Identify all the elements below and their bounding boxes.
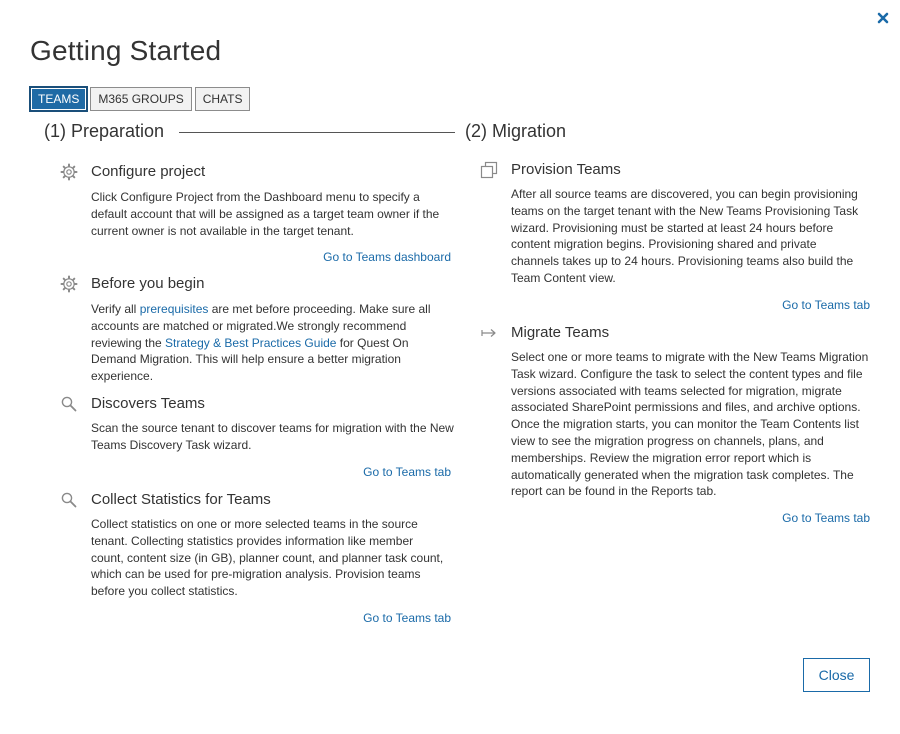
item-description: Click Configure Project from the Dashboard menu to specify a default account that will be assigned as a target team owner if the current owner is not available in the target tenant. xyxy=(91,190,440,238)
item-description: Collect statistics on one or more selected teams in the source tenant. Collecting statistics provides information like member count, content size (in GB), planner count, and planner task count, which can be used for pre-migration analysis. Provision teams before you collect statistics. xyxy=(91,517,444,599)
prerequisites-link[interactable]: prerequisites xyxy=(139,302,209,316)
item-title: Configure project xyxy=(91,163,206,180)
prep-item-before-you-begin xyxy=(60,275,455,387)
migration-item-provision-teams xyxy=(480,161,870,316)
section-divider xyxy=(179,132,455,133)
go-to-teams-tab-link[interactable]: Go to Teams tab xyxy=(782,511,870,525)
desc-text: are met before proceeding. Make sure all accounts are matched or migrated.We strongly recommend reviewing the xyxy=(91,302,431,350)
page-title: Getting Started xyxy=(30,35,222,66)
go-to-teams-tab-link[interactable]: Go to Teams tab xyxy=(363,611,451,625)
go-to-teams-dashboard-link[interactable]: Go to Teams dashboard xyxy=(323,250,451,264)
gear-icon xyxy=(60,163,78,181)
item-description: Select one or more teams to migrate with the New Teams Migration Task wizard. Configure the task to select the content types and file versions associated with teams selected for migration, migrate associated SharePoint permissions and files, and archive options. Once the migration starts, you can monitor the Team Contents list view to see the migration progress on channels, plans, and memberships. Review the migration error report which is automatically generated when the migration task completes. The report can be found in the Reports tab. xyxy=(511,350,869,499)
migrate-arrow-icon xyxy=(480,324,498,342)
preparation-heading: (1) Preparation xyxy=(44,121,165,141)
gear-icon xyxy=(60,275,78,293)
search-icon xyxy=(60,491,78,509)
copy-icon xyxy=(480,161,498,179)
desc-text: for Quest On Demand Migration. This will help ensure a better migration experience. xyxy=(91,335,409,384)
close-button[interactable]: Close xyxy=(803,658,870,692)
prep-item-collect-statistics xyxy=(60,491,455,631)
item-title: Discovers Teams xyxy=(91,395,205,412)
close-x-icon[interactable] xyxy=(874,9,892,27)
item-title: Provision Teams xyxy=(511,161,621,178)
tab-bar xyxy=(30,87,253,111)
prep-item-discover-teams xyxy=(60,395,455,485)
item-title: Collect Statistics for Teams xyxy=(91,491,271,508)
go-to-teams-tab-link[interactable]: Go to Teams tab xyxy=(782,298,870,312)
search-icon xyxy=(60,395,78,413)
item-description: Scan the source tenant to discover teams for migration with the New Teams Discovery Task wizard. xyxy=(91,421,454,452)
tab-teams[interactable]: TEAMS xyxy=(30,87,87,111)
go-to-teams-tab-link[interactable]: Go to Teams tab xyxy=(363,465,451,479)
tab-chats[interactable]: CHATS xyxy=(195,87,251,111)
item-title: Migrate Teams xyxy=(511,324,610,341)
item-title: Before you begin xyxy=(91,275,205,292)
strategy-guide-link[interactable]: Strategy & Best Practices Guide xyxy=(165,335,337,350)
migration-item-migrate-teams xyxy=(480,324,870,529)
tab-m365-groups[interactable]: M365 GROUPS xyxy=(90,87,191,111)
prep-item-configure-project xyxy=(60,163,455,273)
desc-text: Verify all xyxy=(91,302,140,316)
item-description: After all source teams are discovered, you can begin provisioning teams on the target tenant with the New Teams Provisioning Task wizard. Provisioning must be started at least 24 hours before content migration begins. Provisioning shared and private channels takes up to 24 hours. Provisioning teams also build the Team Content view. xyxy=(511,187,859,285)
item-description xyxy=(91,301,455,385)
migration-heading: (2) Migration xyxy=(465,121,567,141)
